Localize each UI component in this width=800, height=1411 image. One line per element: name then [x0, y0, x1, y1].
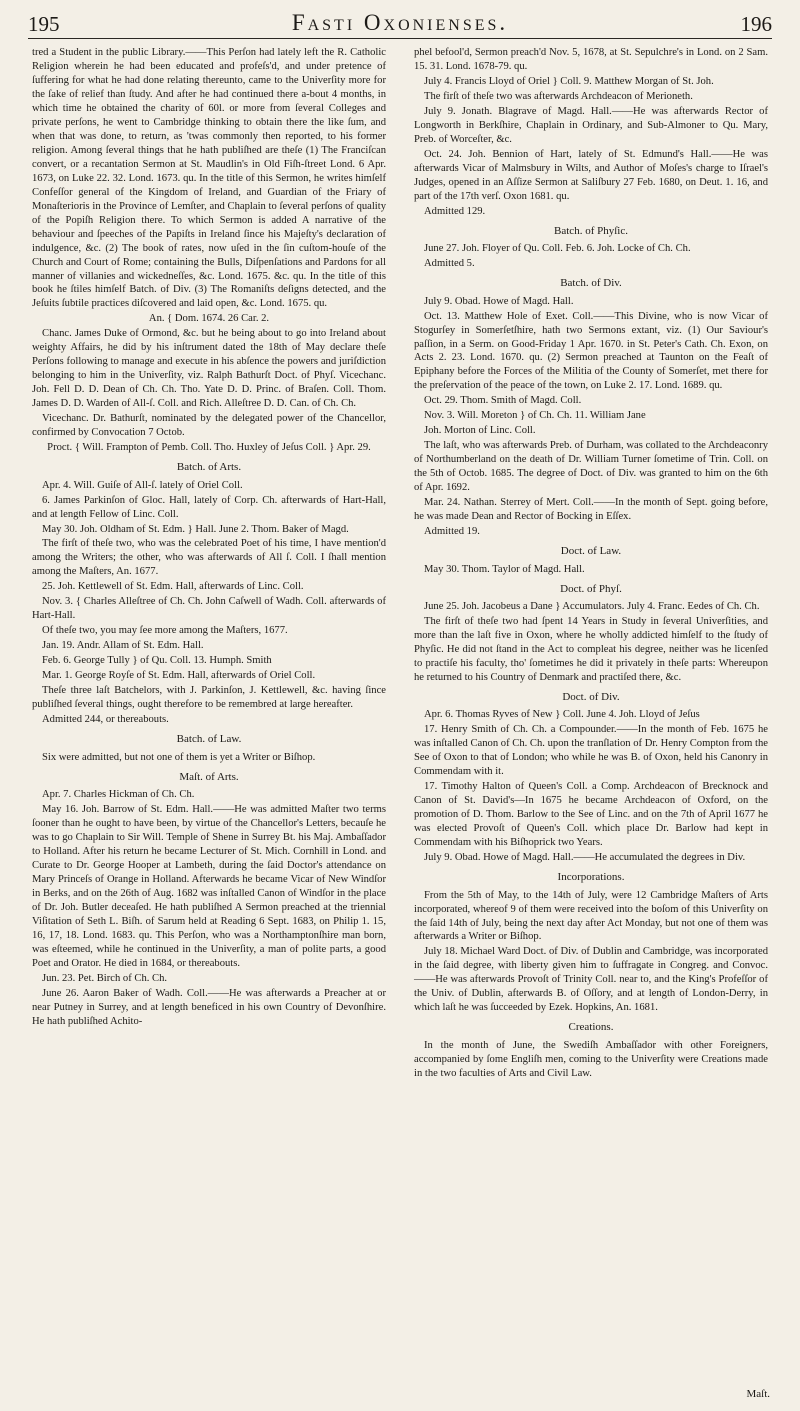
paragraph: phel befool'd, Sermon preach'd Nov. 5, 1678, at St. Sepulchre's in Lond. on 2 Sam. 15. 31. Lond. 1678-79. qu. [414, 47, 768, 72]
paragraph: Oct. 13. Matthew Hole of Exet. Coll.——This Divine, who is now Vicar of Stogurſey in Somerſetſhire, hath two Sermons extant, viz. (1) Our Saviour's paſſion, in a Serm. on Good-Friday 1 Apr. 1670. in St. Peter's Cath. Ch. Exon, on Acts 2. 23. Lond. 1670. qu. (2) Sermon preached at Taunton on the Feaſt of Epiphany before the Forces of the Militia of the County of Somerſet, met there for the preſervation of the peace of the town, on Luke 2. 17. Lond. 1689. qu. [414, 310, 768, 392]
paragraph: May 16. Joh. Barrow of St. Edm. Hall.——He was admitted Maſter two terms ſooner than he ought to have been, by virtue of the Chancellor's Letters, becauſe he was to go Chaplain to Sir Will. Temple of Shene in Surrey Bt. his Maj. Ambaſſador to Holland. After his return he became Lecturer of St. Mich. Cornhill in Lond. and Curate to Dr. George Hooper at Lambeth, during the ſaid Doctor's attendance on Mary Princeſs of Orange in Holland. Afterwards he became Vicar of New Windſor in Berks, and on the 26th of Aug. 1682 was inſtalled Canon of Windſor in the place of Dr. Joh. Butler deceaſed. He hath publiſhed A Sermon preached at the triennial Viſitation of Seth L. Biſh. of Sarum held at Reading 6 Sept. 1683, on Philip 1. 15, 16, 17, 18. Lond. 1683. qu. This Perſon, who was a Northamptonſhire man born, was eſteemed, while he continued in the Univerſity, a man of polite parts, a good Poet and Orator. He died in 1684, or thereabouts. [32, 804, 386, 969]
paragraph: 17. Timothy Halton of Queen's Coll. a Comp. Archdeacon of Brecknock and Canon of St. David's—In 1675 he became Archdeacon of Oxford, on the promotion of D. Thom. Barlow to the See of Linc. and on the 7th of April 1677 he was elected Provoſt of Queen's Coll. which place Dr. Barlow had kept in Commendam with his Biſhoprick two Years. [414, 781, 768, 849]
paragraph: The firſt of theſe two, who was the celebrated Poet of his time, I have mention'd among the Writers; the other, who was afterwards of All ſ. Coll. I ſhall mention among the Maſters, An. 1677. [32, 538, 386, 578]
bracketed-entry: An. { Dom. 1674. 26 Car. 2. [148, 313, 270, 325]
paragraph: Admitted 19. [424, 526, 480, 538]
running-header [28, 10, 772, 36]
paragraph: May 30. Thom. Taylor of Magd. Hall. [424, 563, 585, 575]
page-number-right: 196 [740, 12, 772, 36]
paragraph: July 9. Jonath. Blagrave of Magd. Hall.——He was afterwards Rector of Longworth in Berkſhire, Chaplain in Ordinary, and Sub-Almoner to Qu. Mary, Preb. of Worceſter, &c. [414, 105, 768, 145]
section-heading: Batch. of Law. [176, 733, 242, 746]
section-heading: Maſt. of Arts. [179, 770, 239, 783]
section-heading: Doct. of Div. [562, 690, 620, 703]
paragraph: Nov. 3. Will. Moreton } of Ch. Ch. 11. William Jane [424, 410, 646, 422]
paragraph: 17. Henry Smith of Ch. Ch. a Compounder.——In the month of Feb. 1675 he was inſtalled Canon of Ch. Ch. upon the tranſlation of Dr. Henry Compton from the See of Oxon to that of London; who while he was B. of Oxon, held his Canonry in Commendam with it. [414, 724, 768, 778]
paragraph: Oct. 29. Thom. Smith of Magd. Coll. [424, 395, 582, 407]
paragraph: June 27. Joh. Floyer of Qu. Coll. Feb. 6. Joh. Locke of Ch. Ch. [424, 243, 691, 255]
section-heading: Creations. [568, 1021, 614, 1034]
paragraph: Of theſe two, you may ſee more among the Maſters, 1677. [42, 625, 288, 637]
paragraph: Apr. 4. Will. Guiſe of All-ſ. lately of Oriel Coll. [42, 479, 243, 491]
section-heading: Doct. of Phyſ. [560, 582, 622, 595]
paragraph: Six were admitted, but not one of them is yet a Writer or Biſhop. [42, 751, 316, 763]
section-heading: Incorporations. [557, 871, 625, 884]
paragraph: Jan. 19. Andr. Allam of St. Edm. Hall. [42, 640, 204, 652]
paragraph: In the month of June, the Swediſh Ambaſſador with other Foreigners, accompanied by ſome Engliſh men, coming to the Univerſity were Creations made in the two faculties of Arts and Civil Law. [414, 1039, 768, 1079]
paragraph: Jun. 23. Pet. Birch of Ch. Ch. [42, 972, 168, 984]
paragraph: Admitted 5. [424, 258, 475, 270]
paragraph: Apr. 7. Charles Hickman of Ch. Ch. [42, 789, 195, 801]
paragraph: tred a Student in the public Library.——This Perſon had lately left the R. Catholic Religion wherein he had been educated and profeſs'd, and under pretence of ſuffering for what he had done relating thereunto, came to the Univerſity more for the ſake of relief than ſtudy. And after he had continued there a-bout 4 months, in which time he obtained the charity of 60l. or more from ſeveral Colleges and private perſons, he went to Cambridge thinking to obtain there the like ſum, and when that was done, to return, as 'twas commonly then reported, to his former religion. Among ſeveral things that he hath publiſhed are theſe (1) The Franciſcan convert, or a recantation Sermon at St. Maudlin's in Old Fiſh-ſtreet Lond. 6 Apr. 1673, on Luke 22. 32. Lond. 1673. qu. In the title of this Sermon, he writes himſelf Confeſſor general of the Kingdom of Ireland, and Guardian of the Friary of Monaſterioris in the Province of Lemſter, and Chaplain to ſeveral perſons of quality of the Popiſh Religion there. To which Sermon is added A narrative of the behaviour and ſpeeches of the Papiſts in Ireland ſince his Majeſty's declaration of indulgence, &c. (2) The book of rates, now uſed in the ſin cuſtom-houſe of the Church and Court of Rome; containing the Bulls, Diſpenſations and Pardons for all manner of villanies and wickedneſſes, &c. Lond. 1675. &c. qu. In the title of this book he ſtiles himſelf Batch. of Div. (3) The Romaniſts deſigns detected, and the Jeſuits ſubtile practices diſcovered and laid open, &c. Lond. 1675. qu. [32, 47, 386, 310]
paragraph: Nov. 3. { Charles Alleſtree of Ch. Ch. John Caſwell of Wadh. Coll. afterwards of Hart-Hall. [32, 596, 386, 622]
section-heading: Batch. of Arts. [176, 461, 242, 474]
left-column [32, 46, 386, 1030]
paragraph: Mar. 1. George Royſe of St. Edm. Hall, afterwards of Oriel Coll. [42, 670, 316, 682]
catchword: Maſt. [746, 1388, 770, 1400]
paragraph: May 30. Joh. Oldham of St. Edm. } Hall. June 2. Thom. Baker of Magd. [42, 523, 349, 535]
paragraph: The firſt of theſe two had ſpent 14 Years in Study in ſeveral Univerſities, and more than the laſt five in Oxon, where he wholly addicted himſelf to the ſtudy of Phyſic. He did not ſtand in the Act to compleat his degree, neither was he licenſed to practiſe his faculty, tho' ſometimes he did it privately in theſe parts: Whereupon he returned to his Country of Denmark and practiſed there, &c. [414, 616, 768, 683]
paragraph: June 26. Aaron Baker of Wadh. Coll.——He was afterwards a Preacher at or near Putney in Surrey, and at length beneficed in his own Country of Devonſhire. He hath publiſhed Achito- [32, 987, 386, 1027]
section-heading: Batch. of Div. [560, 277, 622, 290]
paragraph: July 18. Michael Ward Doct. of Div. of Dublin and Cambridge, was incorporated in the ſaid degree, with liberty given him to ſuffragate in Congreg. and Convoc.——He was afterwards Provoſt of Trinity Coll. near to, and the King's Profeſſor of the Univ. of Dublin, afterwards B. of Oſſory, and at length of London-Derry, in which laſt he was ſucceeded by Ezek. Hopkins, An. 1681. [414, 946, 768, 1014]
paragraph: From the 5th of May, to the 14th of July, were 12 Cambridge Maſters of Arts incorporated, whereof 9 of them were received into the boſom of this Univerſity on the ſaid 14th of July, being the next day after Act Monday, but not one of them was afterwards a Writer or Biſhop. [414, 889, 768, 943]
paragraph: Admitted 244, or thereabouts. [42, 714, 169, 726]
paragraph: Apr. 6. Thomas Ryves of New } Coll. June 4. Joh. Lloyd of Jeſus [424, 709, 700, 721]
running-title: Fasti Oxonienses. [291, 10, 509, 35]
paragraph: July 9. Obad. Howe of Magd. Hall.——He accumulated the degrees in Div. [424, 852, 746, 864]
paragraph: The firſt of theſe two was afterwards Archdeacon of Merioneth. [424, 90, 693, 102]
section-heading: Batch. of Phyſic. [554, 224, 628, 237]
paragraph: Mar. 24. Nathan. Sterrey of Mert. Coll.——In the month of Sept. going before, he was made Dean and Rector of Bocking in Eſſex. [414, 497, 768, 523]
right-column [414, 46, 768, 1082]
paragraph: July 9. Obad. Howe of Magd. Hall. [424, 295, 574, 307]
header-rule [28, 38, 772, 39]
bracketed-entry: Proct. { Will. Frampton of Pemb. Coll. Tho. Huxley of Jeſus Coll. } Apr. 29. [47, 442, 371, 454]
paragraph: 6. James Parkinſon of Gloc. Hall, lately of Corp. Ch. afterwards of Hart-Hall, and at length Fellow of Linc. Coll. [32, 494, 386, 520]
paragraph: Joh. Morton of Linc. Coll. [424, 425, 536, 437]
paragraph: Oct. 24. Joh. Bennion of Hart, lately of St. Edmund's Hall.——He was afterwards Vicar of Malmsbury in Wilts, and Author of Moſes's charge to Iſrael's Judges, opened in an Aſſize Sermon at Saliſbury 27 Feb. 1680, on Deut. 1. 16, and part of the 17th verſ. Oxon 1681. qu. [414, 148, 768, 202]
paragraph: Admitted 129. [424, 205, 486, 217]
paragraph: June 25. Joh. Jacobeus a Dane } Accumulators. July 4. Franc. Eedes of Ch. Ch. [424, 601, 760, 613]
paragraph: Vicechanc. Dr. Bathurſt, nominated by the delegated power of the Chancellor, confirmed by Convocation 7 Octob. [32, 413, 386, 439]
paragraph: The laſt, who was afterwards Preb. of Durham, was collated to the Archdeaconry of Northumberland on the death of Dr. William Turner ſometime of Trin. Coll. on the 5th of Octob. 1685. The degree of Doct. of Div. was granted to him on the 6th of Apr. 1692. [414, 440, 768, 494]
paragraph: July 4. Francis Lloyd of Oriel } Coll. 9. Matthew Morgan of St. Joh. [424, 75, 714, 87]
paragraph: Theſe three laſt Batchelors, with J. Parkinſon, J. Kettlewell, &c. having ſince publiſhed ſeveral things, ought therefore to be remembred at large hereafter. [32, 685, 386, 711]
paragraph: 25. Joh. Kettlewell of St. Edm. Hall, afterwards of Linc. Coll. [42, 581, 304, 593]
section-heading: Doct. of Law. [560, 545, 622, 558]
paragraph: Chanc. James Duke of Ormond, &c. but he being about to go into Ireland about weighty Affairs, he did by his inſtrument dated the 18th of May declare theſe Perſons following to manage and execute in his abſence the powers and juriſdiction belonging to him in the Univerſity, viz. Ralph Bathurſt Doct. of Phyſ. Vicechanc. Joh. Fell D. D. Dean of Ch. Ch. Tho. Yate D. D. Princ. of Braſen. Coll. Thom. James D. D. Warden of All-ſ. Coll. and Rich. Alleſtree D. D. Can. of Ch. Ch. [32, 328, 386, 410]
paragraph: Feb. 6. George Tully } of Qu. Coll. 13. Humph. Smith [42, 655, 272, 667]
page-number-left: 195 [28, 12, 60, 36]
